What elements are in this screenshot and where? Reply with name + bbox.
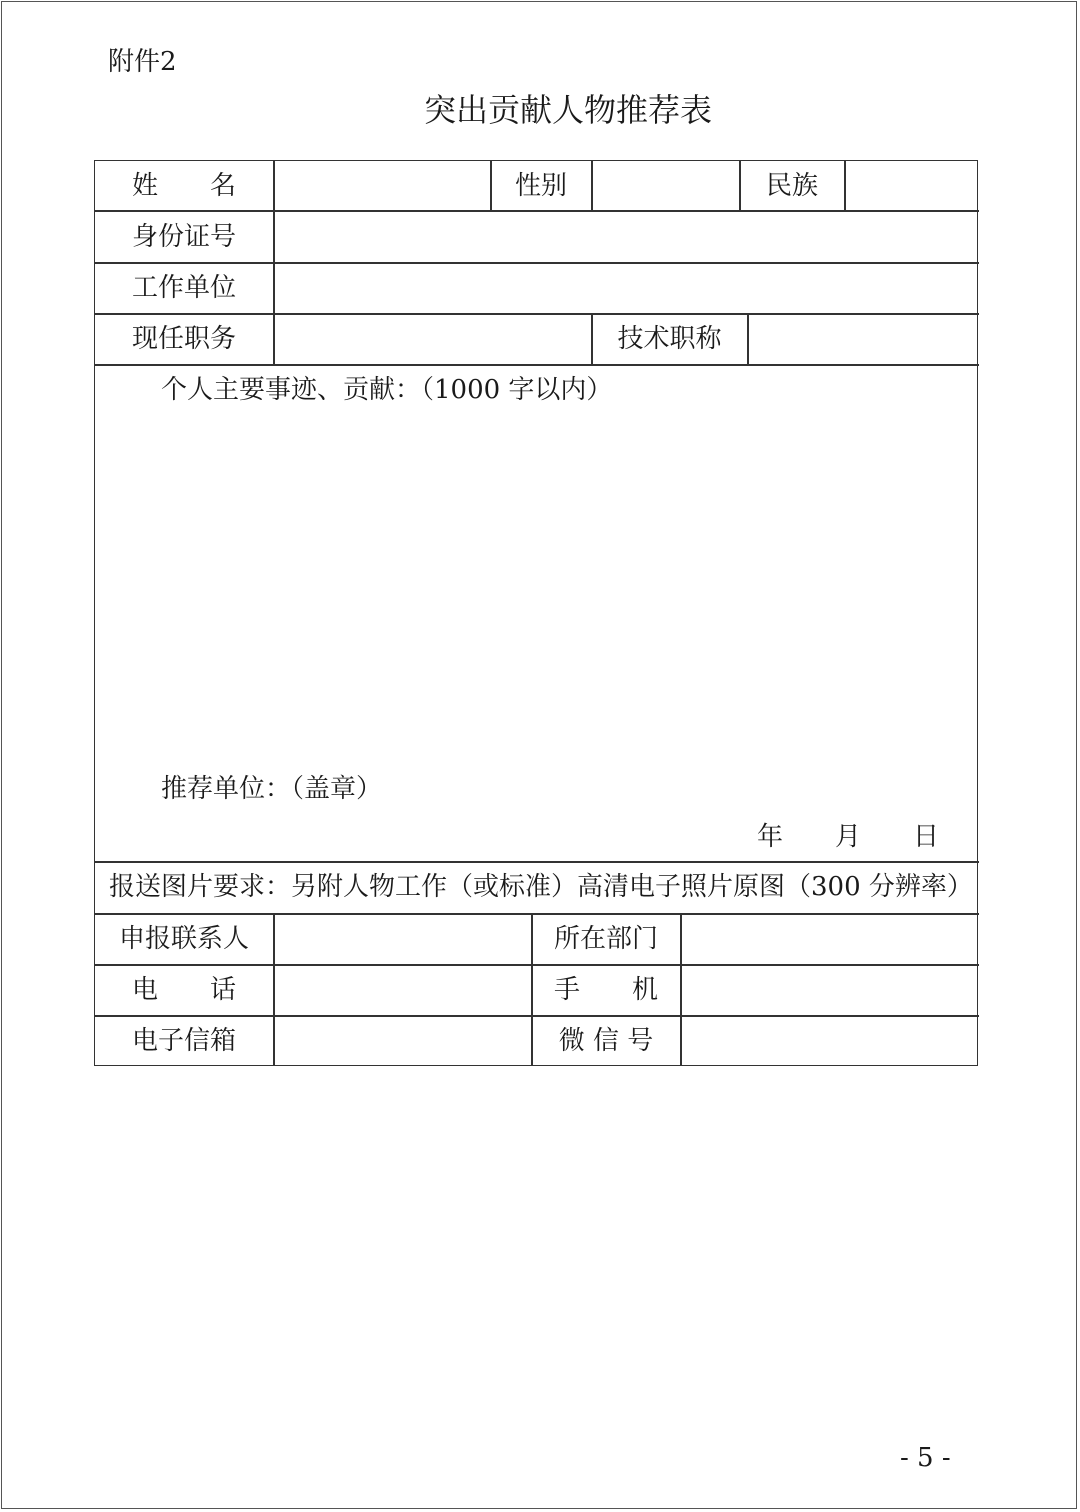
mobile-field[interactable] [682, 965, 976, 1015]
employer-field[interactable] [275, 263, 976, 313]
wechat-field[interactable] [682, 1016, 976, 1066]
email-label: 电子信箱 [131, 1026, 236, 1056]
position-field[interactable] [275, 314, 590, 364]
deeds-prompt: 个人主要事迹、贡献：（1000 字以内） [161, 375, 613, 405]
employer-label: 工作单位 [131, 273, 236, 303]
phone-label: 电 话 [131, 975, 236, 1005]
ethnicity-label: 民族 [765, 171, 818, 201]
row-divider [95, 364, 979, 366]
department-field[interactable] [682, 914, 976, 964]
gender-label: 性别 [514, 171, 567, 201]
name-field[interactable] [275, 161, 489, 211]
professional-title-field[interactable] [749, 314, 976, 364]
wechat-label: 微 信 号 [558, 1026, 654, 1056]
id-number-field[interactable] [275, 212, 976, 262]
deeds-text-area[interactable] [99, 411, 975, 771]
gender-field[interactable] [593, 161, 738, 211]
recommendation-form [94, 160, 978, 1066]
ethnicity-field[interactable] [846, 161, 976, 211]
phone-field[interactable] [275, 965, 530, 1015]
attachment-label: 附件2 [108, 47, 177, 77]
form-title: 突出贡献人物推荐表 [423, 91, 712, 129]
recommender-seal-label: 推荐单位：（盖章） [161, 774, 383, 804]
photo-requirement-note: 报送图片要求：另附人物工作（或标准）高清电子照片原图（300 分辨率） [109, 872, 973, 902]
department-label: 所在部门 [553, 924, 658, 954]
page-number: - 5 - [900, 1443, 951, 1473]
date-line: 年 月 日 [757, 822, 940, 852]
id-number-label: 身份证号 [131, 222, 236, 252]
contact-person-label: 申报联系人 [118, 924, 249, 954]
professional-title-label: 技术职称 [617, 324, 722, 354]
mobile-label: 手 机 [553, 975, 658, 1005]
position-label: 现任职务 [131, 324, 236, 354]
contact-person-field[interactable] [275, 914, 530, 964]
row-divider [95, 861, 979, 863]
name-label: 姓 名 [131, 171, 236, 201]
email-field[interactable] [275, 1016, 530, 1066]
